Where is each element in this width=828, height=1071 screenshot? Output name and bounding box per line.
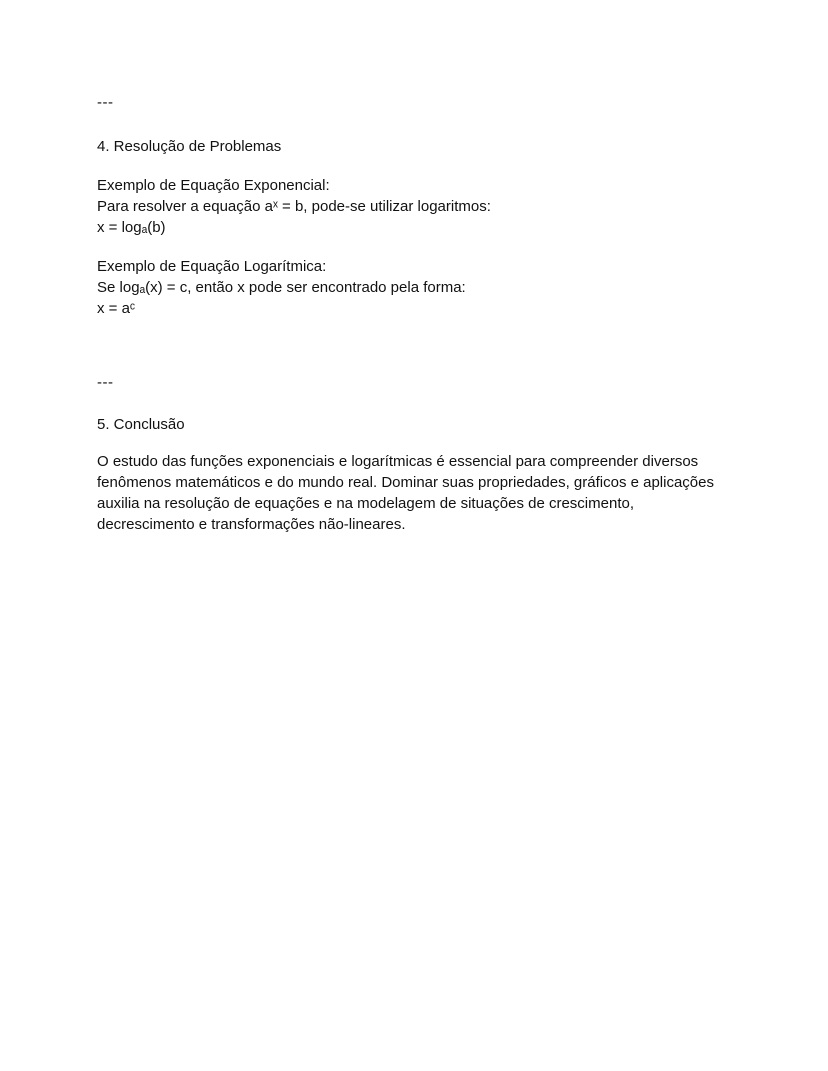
conclusion-paragraph: O estudo das funções exponenciais e logarítmicas é essencial para compreender diversos fenômenos matemáticos e do mundo real. Dominar suas propriedades, gráficos e aplicações auxilia na resolução de equações e na modelagem de situações de crescimento, decrescimento e transformações não-lineares. — [97, 453, 714, 533]
section-4-heading: 4. Resolução de Problemas — [97, 138, 282, 155]
logarithmic-example-formula: x = aᶜ — [97, 300, 136, 317]
logarithmic-example-title: Exemplo de Equação Logarítmica: — [97, 258, 327, 275]
separator-dashes-1: --- — [97, 94, 114, 111]
logarithmic-equation-example — [97, 256, 731, 319]
exponential-example-title: Exemplo de Equação Exponencial: — [97, 177, 330, 194]
exponential-example-explanation: Para resolver a equação aˣ = b, pode-se utilizar logaritmos: — [97, 198, 491, 215]
exponential-equation-example — [97, 175, 731, 238]
section-5-heading: 5. Conclusão — [97, 416, 185, 433]
logarithmic-example-explanation: Se logₐ(x) = c, então x pode ser encontrado pela forma: — [97, 279, 466, 296]
exponential-example-formula: x = logₐ(b) — [97, 219, 166, 236]
separator-dashes-2: --- — [97, 374, 114, 391]
